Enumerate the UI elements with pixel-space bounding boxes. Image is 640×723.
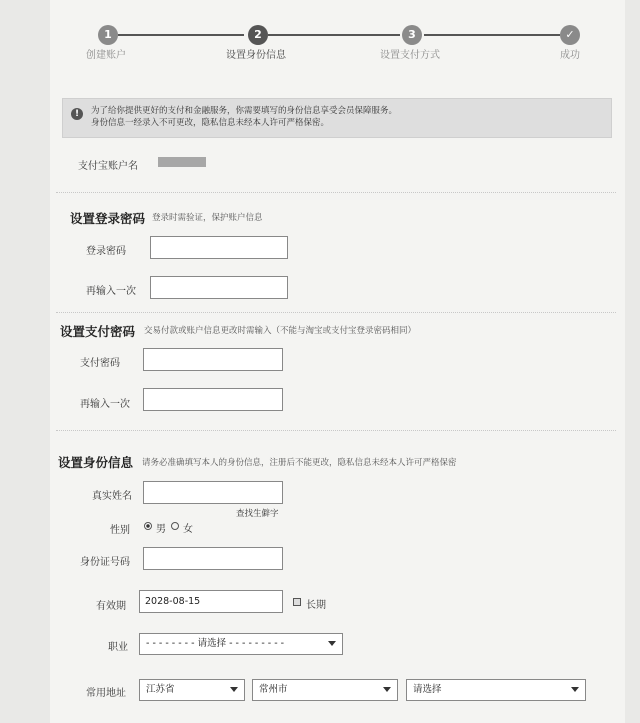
- real-name-input[interactable]: [143, 481, 283, 504]
- long-term-label: 长期: [306, 600, 326, 611]
- pay-password-input[interactable]: [143, 348, 283, 371]
- section-divider: [56, 192, 616, 193]
- gender-male-label: 男: [156, 524, 166, 535]
- section-divider: [56, 430, 616, 431]
- rare-character-link[interactable]: 查找生僻字: [236, 509, 279, 519]
- gender-female-label: 女: [183, 524, 193, 535]
- step-connector: [118, 34, 244, 36]
- account-name-masked: [158, 157, 206, 167]
- expiry-date-input[interactable]: 2028-08-15: [139, 590, 283, 613]
- section-divider: [56, 312, 616, 313]
- step-1-marker: 1: [98, 25, 118, 45]
- gender-female-radio[interactable]: [171, 522, 179, 530]
- step-4-label: 成功: [560, 50, 580, 61]
- occupation-select-value: - - - - - - - - 请选择 - - - - - - - - -: [146, 638, 285, 649]
- district-select-value: 请选择: [413, 684, 442, 695]
- id-number-label: 身份证号码: [80, 557, 130, 568]
- province-select-value: 江苏省: [146, 684, 175, 695]
- occupation-select[interactable]: [139, 633, 343, 655]
- notice-line-1: 为了给你提供更好的支付和金融服务，你需要填写的身份信息享受会员保障服务。: [91, 106, 398, 116]
- address-label: 常用地址: [86, 688, 126, 699]
- step-2-marker: 2: [248, 25, 268, 45]
- occupation-label: 职业: [108, 642, 128, 653]
- real-name-label: 真实姓名: [92, 491, 132, 502]
- expiry-label: 有效期: [96, 601, 126, 612]
- city-select[interactable]: [252, 679, 398, 701]
- gender-male-radio[interactable]: [144, 522, 152, 530]
- pay-password-section-title: 设置支付密码: [60, 324, 136, 339]
- pay-password-confirm-label: 再输入一次: [80, 399, 130, 410]
- city-select-value: 常州市: [259, 684, 288, 695]
- step-2-label: 设置身份信息: [226, 50, 286, 61]
- pay-password-hint: 交易付款或账户信息更改时需输入（不能与淘宝或支付宝登录密码相同）: [144, 326, 417, 336]
- identity-section-title: 设置身份信息: [58, 455, 134, 470]
- login-password-hint: 登录时需验证，保护账户信息: [152, 213, 263, 223]
- login-password-input[interactable]: [150, 236, 288, 259]
- pay-password-confirm-input[interactable]: [143, 388, 283, 411]
- login-password-label: 登录密码: [86, 246, 126, 257]
- chevron-down-icon: [328, 641, 336, 646]
- check-icon: ✓: [560, 25, 580, 45]
- pay-password-label: 支付密码: [80, 358, 120, 369]
- account-name-label: 支付宝账户名: [78, 161, 138, 172]
- chevron-down-icon: [571, 687, 579, 692]
- gender-label: 性别: [110, 525, 130, 536]
- step-connector: [424, 34, 560, 36]
- long-term-checkbox[interactable]: [293, 598, 301, 606]
- login-password-section-title: 设置登录密码: [70, 211, 146, 226]
- identity-hint: 请务必准确填写本人的身份信息，注册后不能更改，隐私信息未经本人许可严格保密: [142, 458, 457, 468]
- step-3-label: 设置支付方式: [380, 50, 440, 61]
- district-select[interactable]: [406, 679, 586, 701]
- notice-line-2: 身份信息一经录入不可更改，隐私信息未经本人许可严格保密。: [91, 118, 330, 128]
- step-connector: [268, 34, 400, 36]
- chevron-down-icon: [230, 687, 238, 692]
- chevron-down-icon: [383, 687, 391, 692]
- step-3-marker: 3: [402, 25, 422, 45]
- registration-stepper: [0, 0, 640, 80]
- province-select[interactable]: [139, 679, 245, 701]
- info-icon: !: [71, 108, 83, 120]
- login-password-confirm-input[interactable]: [150, 276, 288, 299]
- login-password-confirm-label: 再输入一次: [86, 286, 136, 297]
- step-1-label: 创建账户: [86, 50, 126, 61]
- id-number-input[interactable]: [143, 547, 283, 570]
- info-notice: [62, 98, 612, 138]
